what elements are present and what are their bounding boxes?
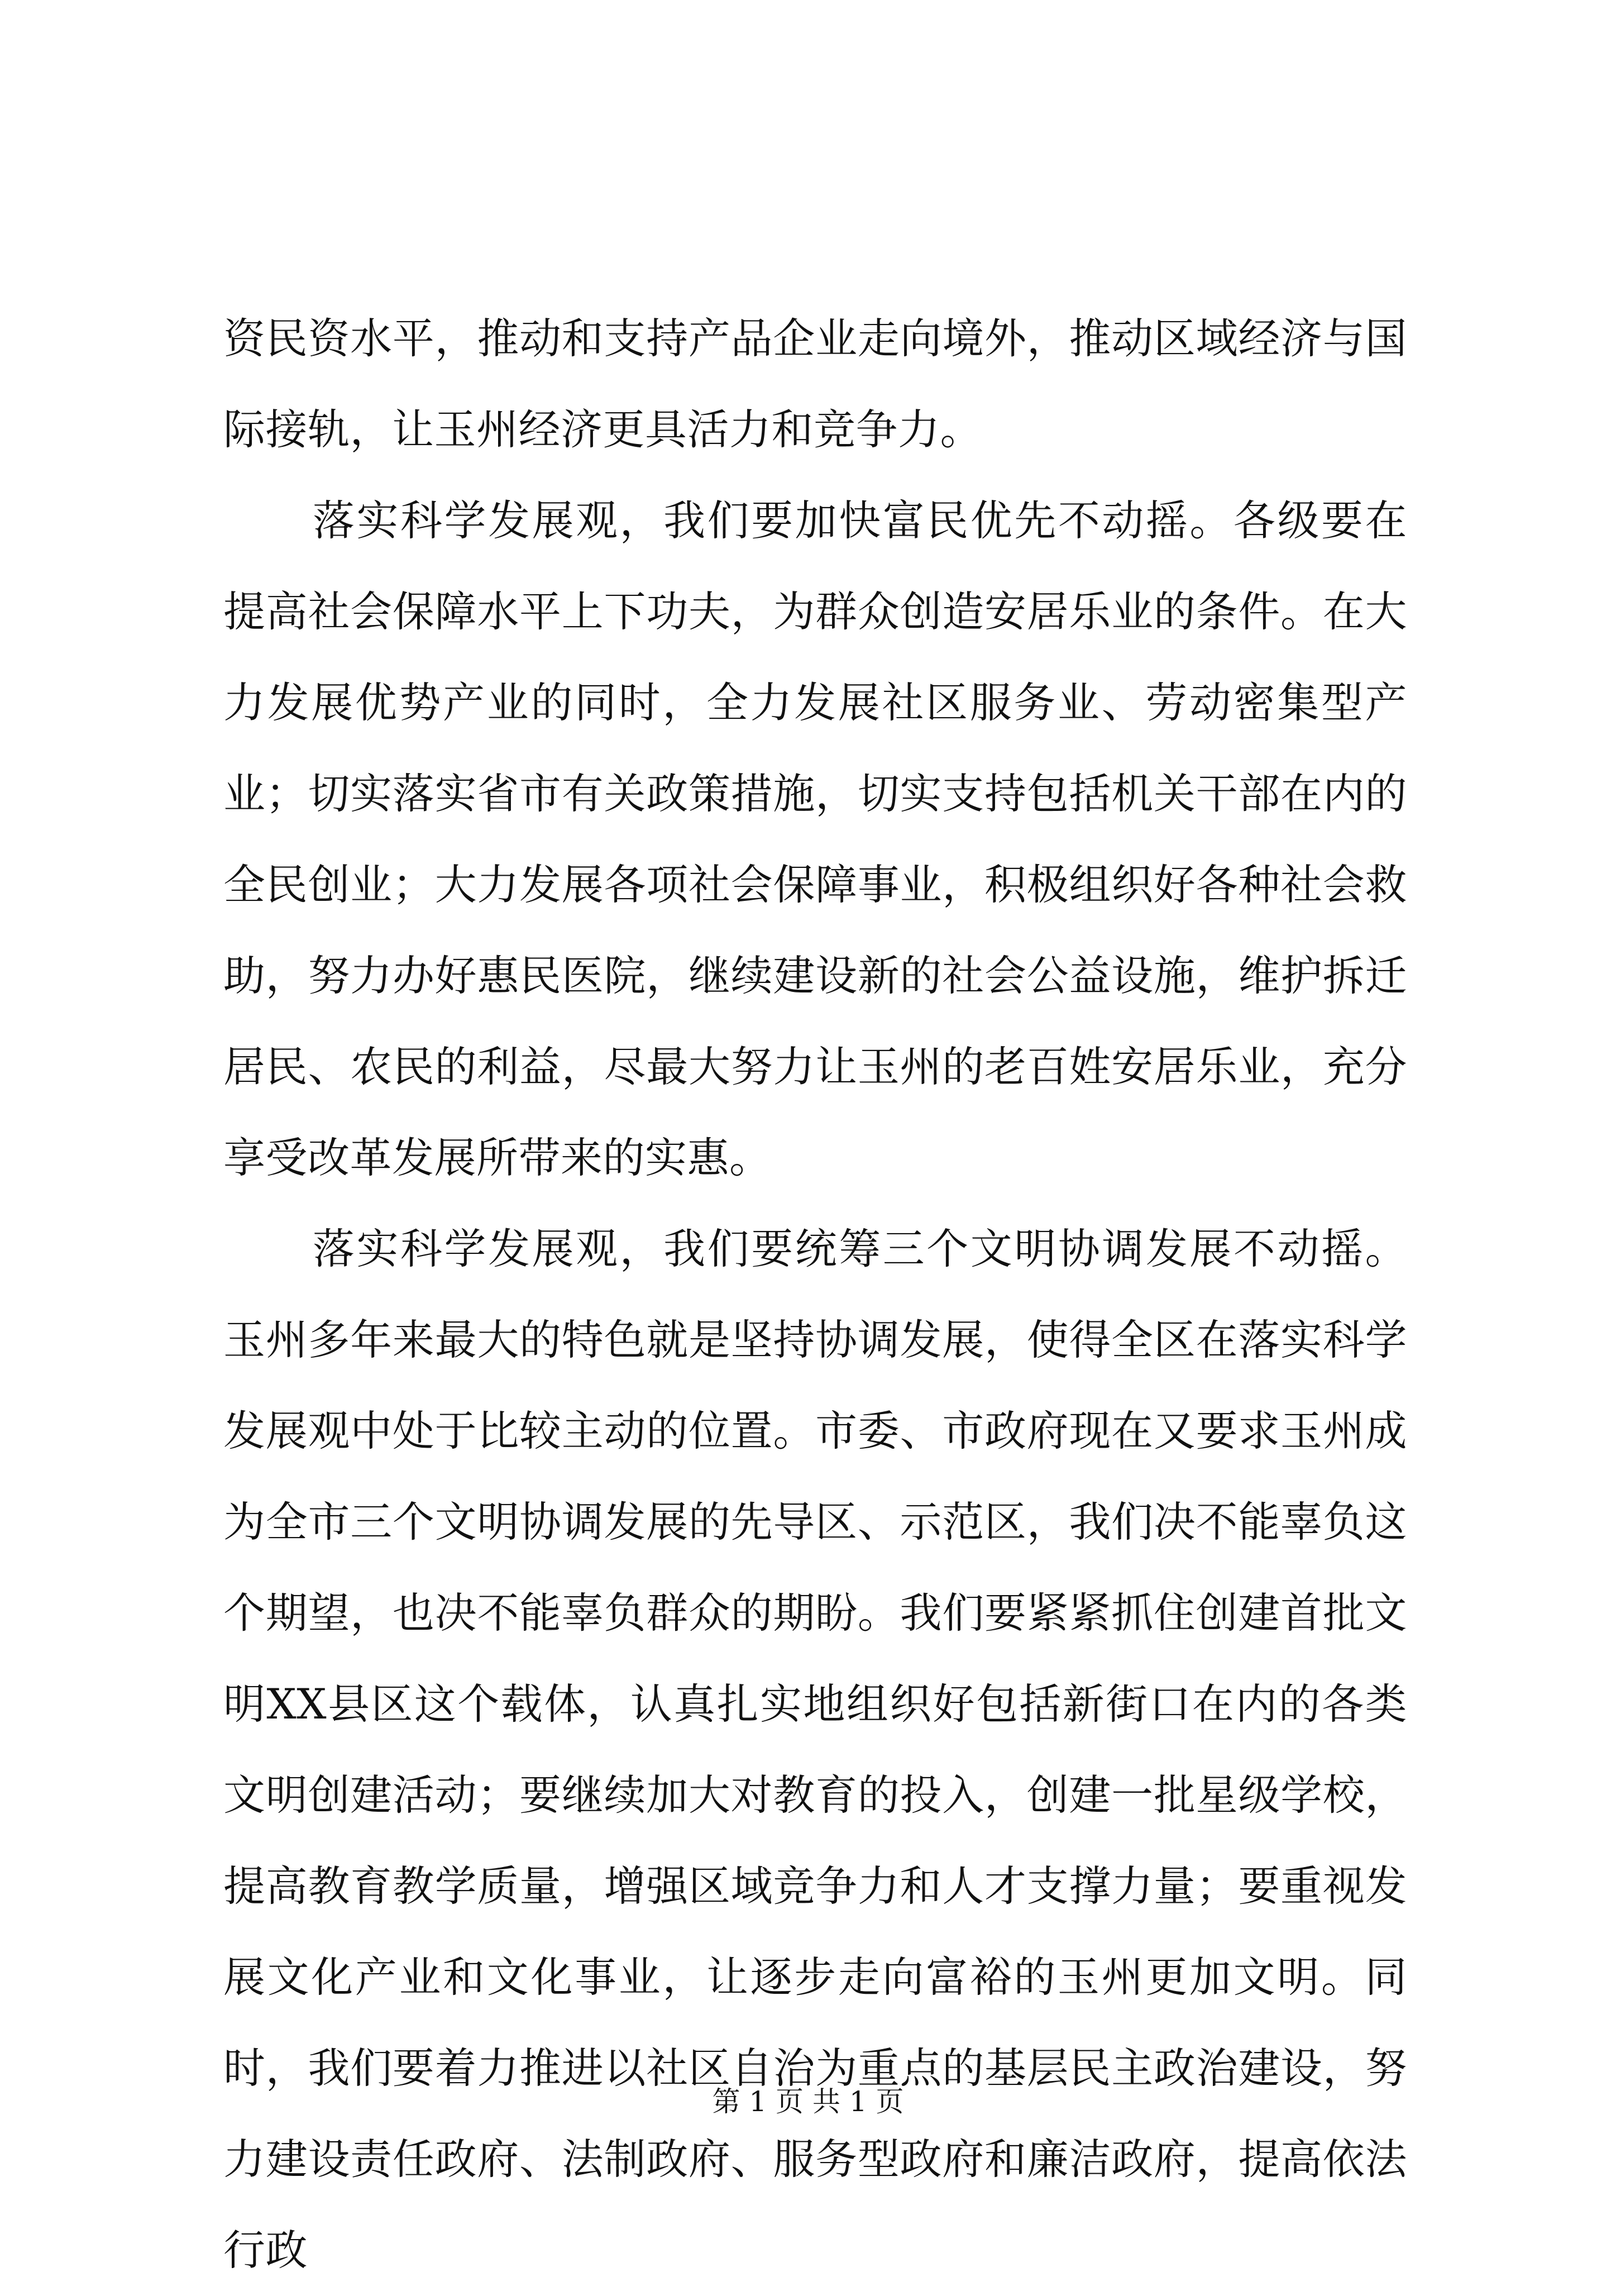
paragraph-three-civilizations: 落实科学发展观，我们要统筹三个文明协调发展不动摇。玉州多年来最大的特色就是坚持协调发展，使得全区在落实科学发展观中处于比较主动的位置。市委、市政府现在又要求玉州成为全市三个文明协调发展的先导区、示范区，我们决不能辜负这个期望，也决不能辜负群众的期盼。我们要紧紧抓住创建首批文明XX县区这个载体，认真扎实地组织好包括新街口在内的各类文明创建活动；要继续加大对教育的投入，创建一批星级学校，提高教育教学质量，增强区域竞争力和人才支撑力量；要重视发展文化产业和文化事业，让逐步走向富裕的玉州更加文明。同时，我们要着力推进以社区自治为重点的基层民主政治建设，努力建设责任政府、法制政府、服务型政府和廉洁政府，提高依法行政 xyxy=(223,1224,1407,2275)
page-footer: 第 1 页 共 1 页 xyxy=(712,2085,904,2118)
paragraph-enrich-people: 落实科学发展观，我们要加快富民优先不动摇。各级要在提高社会保障水平上下功夫，为群众创造安居乐业的条件。在大力发展优势产业的同时，全力发展社区服务业、劳动密集型产业；切实落实省市有关政策措施，切实支持包括机关干部在内的全民创业；大力发展各项社会保障事业，积极组织好各种社会救助，努力办好惠民医院，继续建设新的社会公益设施，维护拆迁居民、农民的利益，尽最大努力让玉州的老百姓安居乐业，充分享受改革发展所带来的实惠。 xyxy=(223,496,1407,1182)
document-body xyxy=(223,293,1407,2296)
paragraph-continuation: 资民资水平，推动和支持产品企业走向境外，推动区域经济与国际接轨，让玉州经济更具活力和竞争力。 xyxy=(223,314,1407,454)
